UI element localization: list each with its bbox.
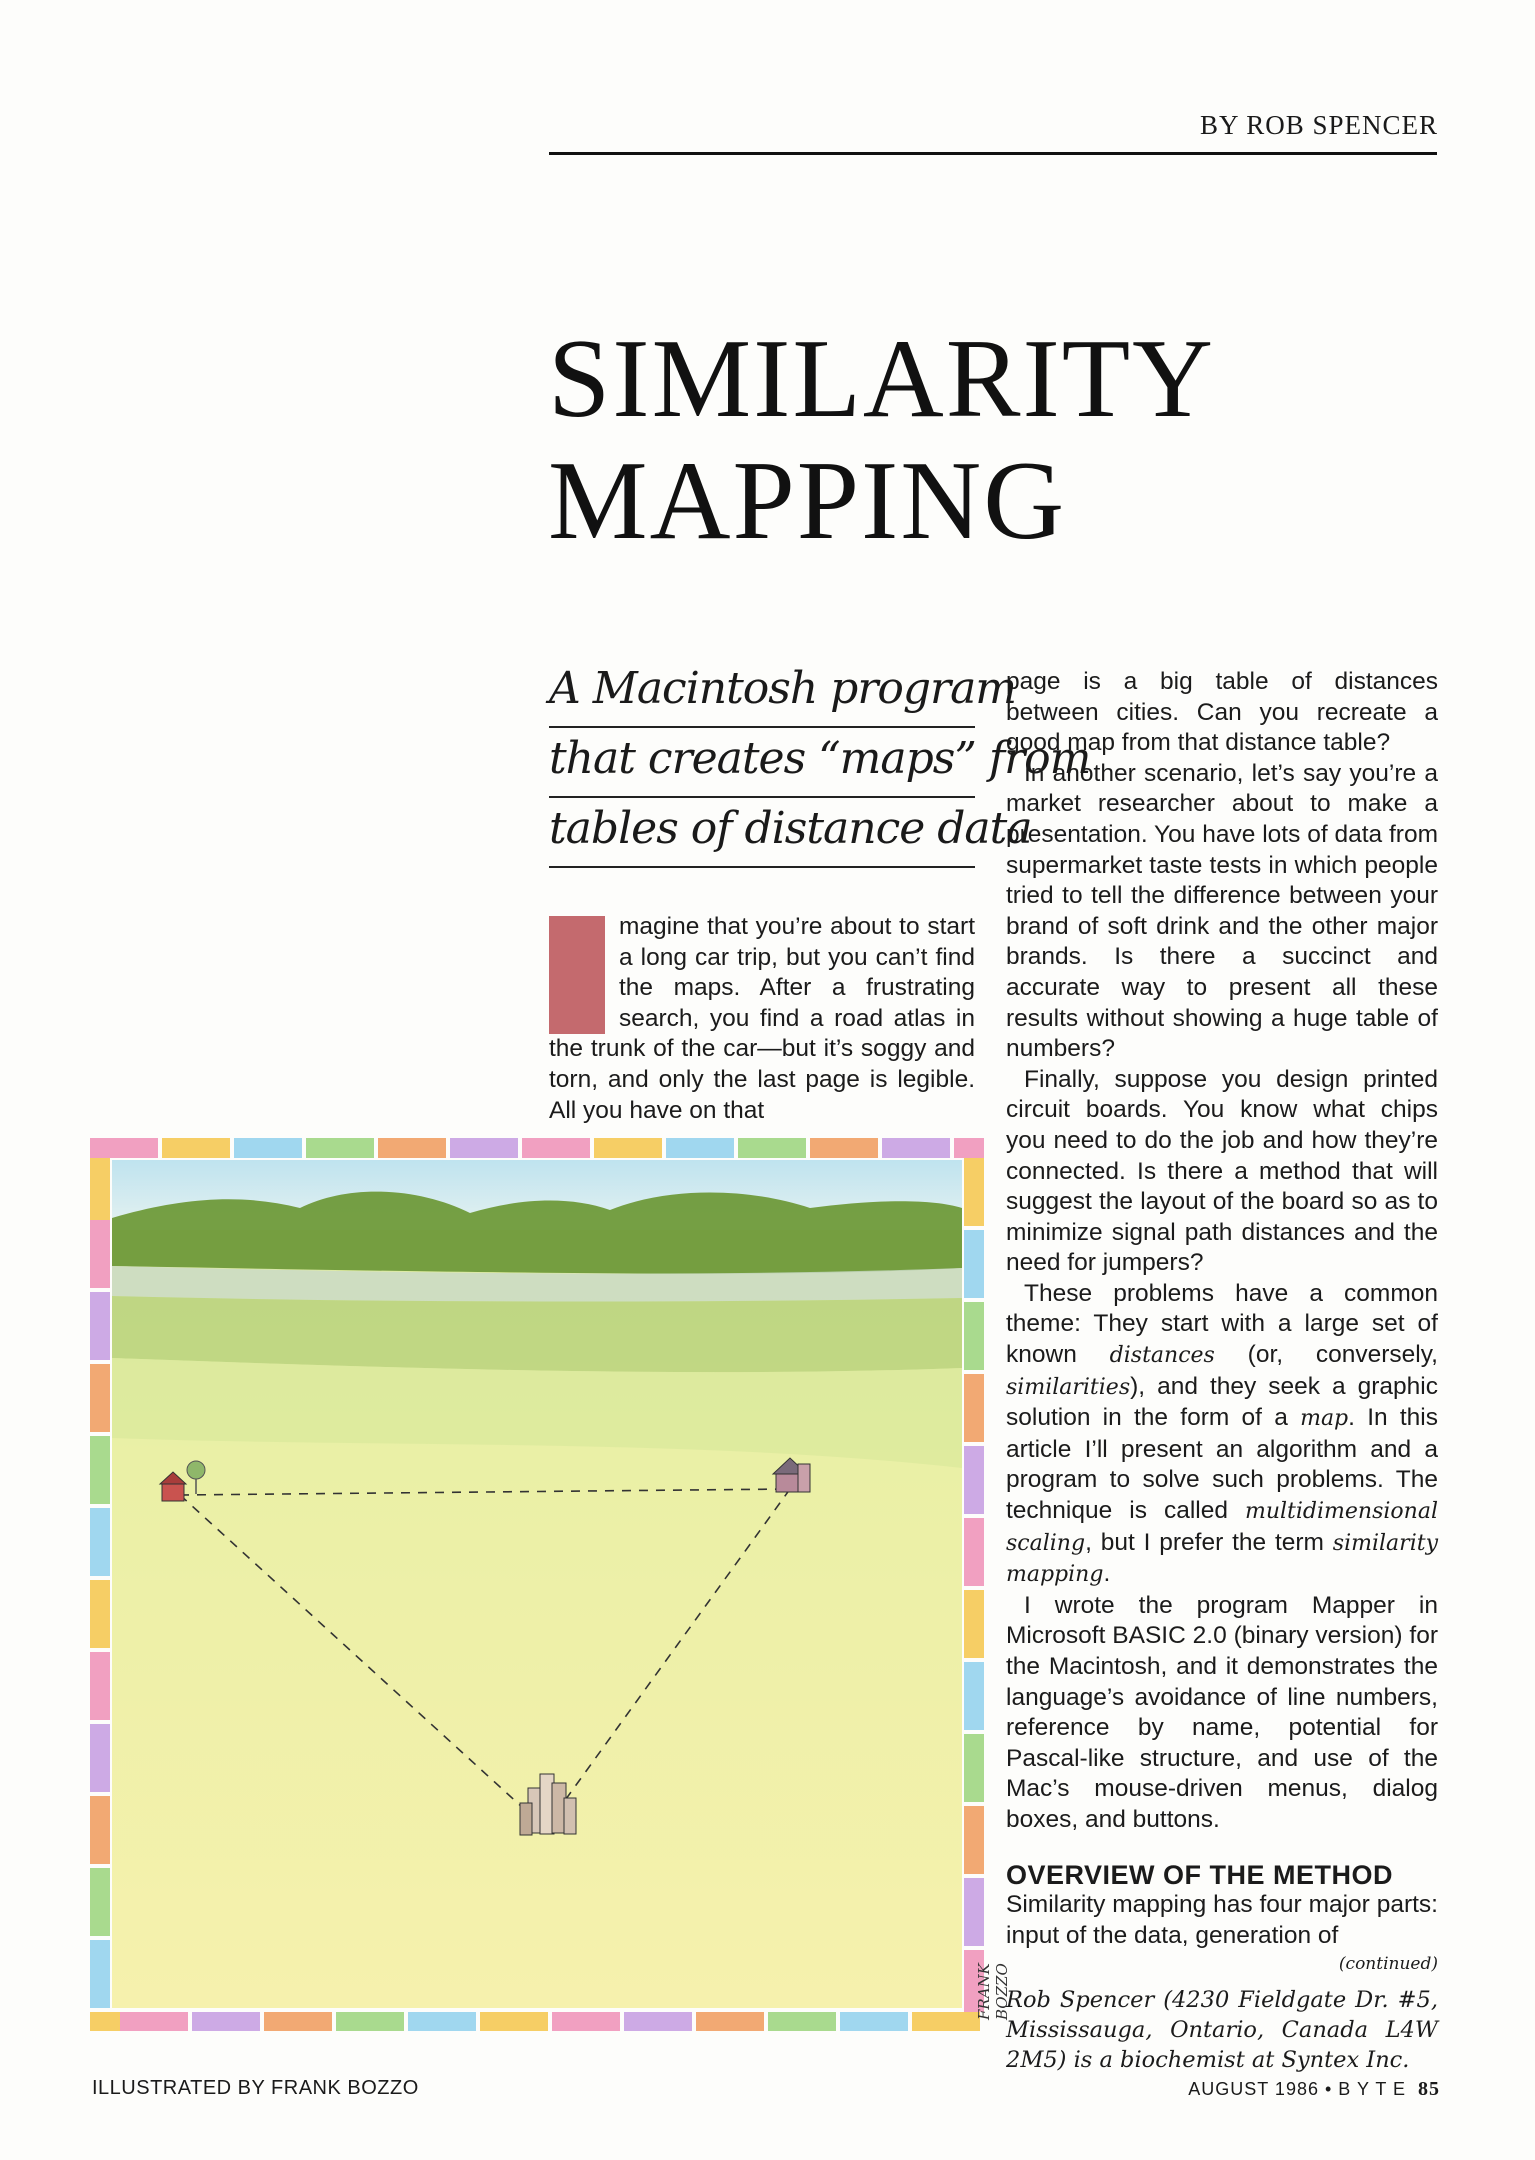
term-similarities: similarities bbox=[1006, 1374, 1131, 1400]
issue-line: AUGUST 1986 • B Y T E bbox=[1188, 2079, 1406, 2099]
map-illustration bbox=[90, 1138, 984, 2031]
border-segment bbox=[264, 2012, 332, 2031]
paragraph-3: Finally, suppose you design printed circuit boards. You know what chips you need to do the job and how they’re connected. Is there a method that will suggest the layout of the board so as to minimize signal path distances and the need for jumpers? bbox=[1006, 1065, 1438, 1277]
border-segment bbox=[90, 1940, 110, 2008]
deck-line-3: tables of distance data bbox=[549, 798, 975, 868]
p4-text-b: (or, conversely, bbox=[1214, 1341, 1438, 1369]
p4-text-c: ), and they seek a graphic solution in the form of a bbox=[1006, 1372, 1438, 1432]
right-column bbox=[1006, 667, 1438, 2075]
border-segment bbox=[408, 2012, 476, 2031]
illustrator-signature: FRANK BOZZO bbox=[975, 1963, 1011, 2020]
byline: BY ROB SPENCER bbox=[1199, 110, 1438, 140]
paragraph-4 bbox=[1006, 1279, 1438, 1591]
intro-paragraph bbox=[549, 912, 975, 1126]
border-segment bbox=[90, 2012, 120, 2031]
border-segment bbox=[964, 1158, 984, 1226]
border-segment bbox=[964, 1374, 984, 1442]
illustrator-credit: ILLUSTRATED BY FRANK BOZZO bbox=[92, 2077, 419, 2099]
border-segment bbox=[378, 1138, 446, 1158]
term-map: map bbox=[1300, 1406, 1349, 1432]
byline-rule bbox=[549, 152, 1437, 155]
border-segment bbox=[90, 1508, 110, 1576]
border-segment bbox=[954, 1138, 984, 1158]
border-segment bbox=[522, 1138, 590, 1158]
border-segment bbox=[738, 1138, 806, 1158]
border-segment bbox=[90, 1868, 110, 1936]
border-segment bbox=[840, 2012, 908, 2031]
intro-text: magine that you’re about to start a long car trip, but you can’t find the maps. After a frustrating search, you find a road atlas in the trunk of the car—but it’s soggy and torn, and only the last page is legible. All you have on that bbox=[549, 913, 975, 1124]
border-segment bbox=[552, 2012, 620, 2031]
border-segment bbox=[768, 2012, 836, 2031]
border-segment bbox=[90, 1364, 110, 1432]
page-footer bbox=[1000, 2078, 1440, 2101]
border-segment bbox=[90, 1724, 110, 1792]
border-segment bbox=[90, 1652, 110, 1720]
p4-text-d: . In this article I’ll present an algorithm and a program to solve such problems. The technique is called bbox=[1006, 1404, 1438, 1525]
border-segment bbox=[90, 1158, 110, 1220]
border-segment bbox=[696, 2012, 764, 2031]
border-segment bbox=[964, 1806, 984, 1874]
deck-line-1: A Macintosh program bbox=[549, 658, 975, 728]
deck bbox=[549, 658, 1091, 868]
term-similarity-mapping: similarity mapping bbox=[1006, 1530, 1438, 1588]
border-segment bbox=[912, 2012, 980, 2031]
p4-text-e: , but I prefer the term bbox=[1085, 1528, 1333, 1556]
border-segment bbox=[90, 1796, 110, 1864]
paragraph-2: In another scenario, let’s say you’re a market researcher about to make a presentation. You have lots of data from supermarket taste tests in which people tried to tell the difference between your brand of soft drink and the other major brands. Is there a succinct and accurate way to present all these results without showing a huge table of numbers? bbox=[1006, 759, 1438, 1063]
border-segment bbox=[964, 1734, 984, 1802]
border-segment bbox=[810, 1138, 878, 1158]
border-segment bbox=[162, 1138, 230, 1158]
paragraph-6: Similarity mapping has four major parts: input of the data, generation of bbox=[1006, 1891, 1438, 1949]
author-bio: Rob Spencer (4230 Fieldgate Dr. #5, Mississauga, Ontario, Canada L4W 2M5) is a biochemist at Syntex Inc. bbox=[1006, 1987, 1438, 2074]
deck-line-2: that creates “maps” from bbox=[549, 728, 975, 798]
article-title bbox=[548, 318, 1448, 562]
border-segment bbox=[964, 1518, 984, 1586]
border-segment bbox=[90, 1138, 158, 1158]
border-segment bbox=[624, 2012, 692, 2031]
border-segment bbox=[450, 1138, 518, 1158]
title-line-1: SIMILARITY bbox=[548, 317, 1216, 441]
section-heading: OVERVIEW OF THE METHOD bbox=[1006, 1859, 1394, 1890]
p4-text-a: These problems have a common theme: They start with a large set of known bbox=[1006, 1279, 1438, 1369]
border-segment bbox=[90, 1580, 110, 1648]
paragraph-1: page is a big table of distances between cities. Can you recreate a good map from that distance table? bbox=[1006, 668, 1438, 757]
border-segment bbox=[964, 1590, 984, 1658]
border-segment bbox=[882, 1138, 950, 1158]
continued-note: (continued) bbox=[1338, 1954, 1438, 1975]
border-segment bbox=[666, 1138, 734, 1158]
border-segment bbox=[964, 1662, 984, 1730]
drop-cap bbox=[549, 916, 605, 1034]
border-segment bbox=[234, 1138, 302, 1158]
left-column bbox=[549, 912, 975, 1126]
border-segment bbox=[306, 1138, 374, 1158]
border-segment bbox=[594, 1138, 662, 1158]
border-segment bbox=[964, 1446, 984, 1514]
title-line-2: MAPPING bbox=[548, 439, 1067, 563]
border-segment bbox=[480, 2012, 548, 2031]
p4-text-f: . bbox=[1103, 1560, 1111, 1588]
border-segment bbox=[964, 1302, 984, 1370]
border-segment bbox=[120, 2012, 188, 2031]
page-number: 85 bbox=[1418, 2078, 1440, 2100]
term-multidimensional-scaling: multidimensional scaling bbox=[1006, 1499, 1438, 1556]
border-segment bbox=[90, 1292, 110, 1360]
term-distances: distances bbox=[1109, 1343, 1215, 1369]
green-meadow bbox=[112, 1296, 962, 1372]
border-segment bbox=[90, 1220, 110, 1288]
paragraph-5: I wrote the program Mapper in Microsoft BASIC 2.0 (binary version) for the Macintosh, and it demonstrates the language’s avoidance of line numbers, reference by name, potential for Pascal-like structure, and use of the Mac’s mouse-driven menus, dialog boxes, and buttons. bbox=[1006, 1591, 1438, 1833]
border-segment bbox=[192, 2012, 260, 2031]
border-segment bbox=[336, 2012, 404, 2031]
border-segment bbox=[90, 1436, 110, 1504]
border-segment bbox=[964, 1230, 984, 1298]
